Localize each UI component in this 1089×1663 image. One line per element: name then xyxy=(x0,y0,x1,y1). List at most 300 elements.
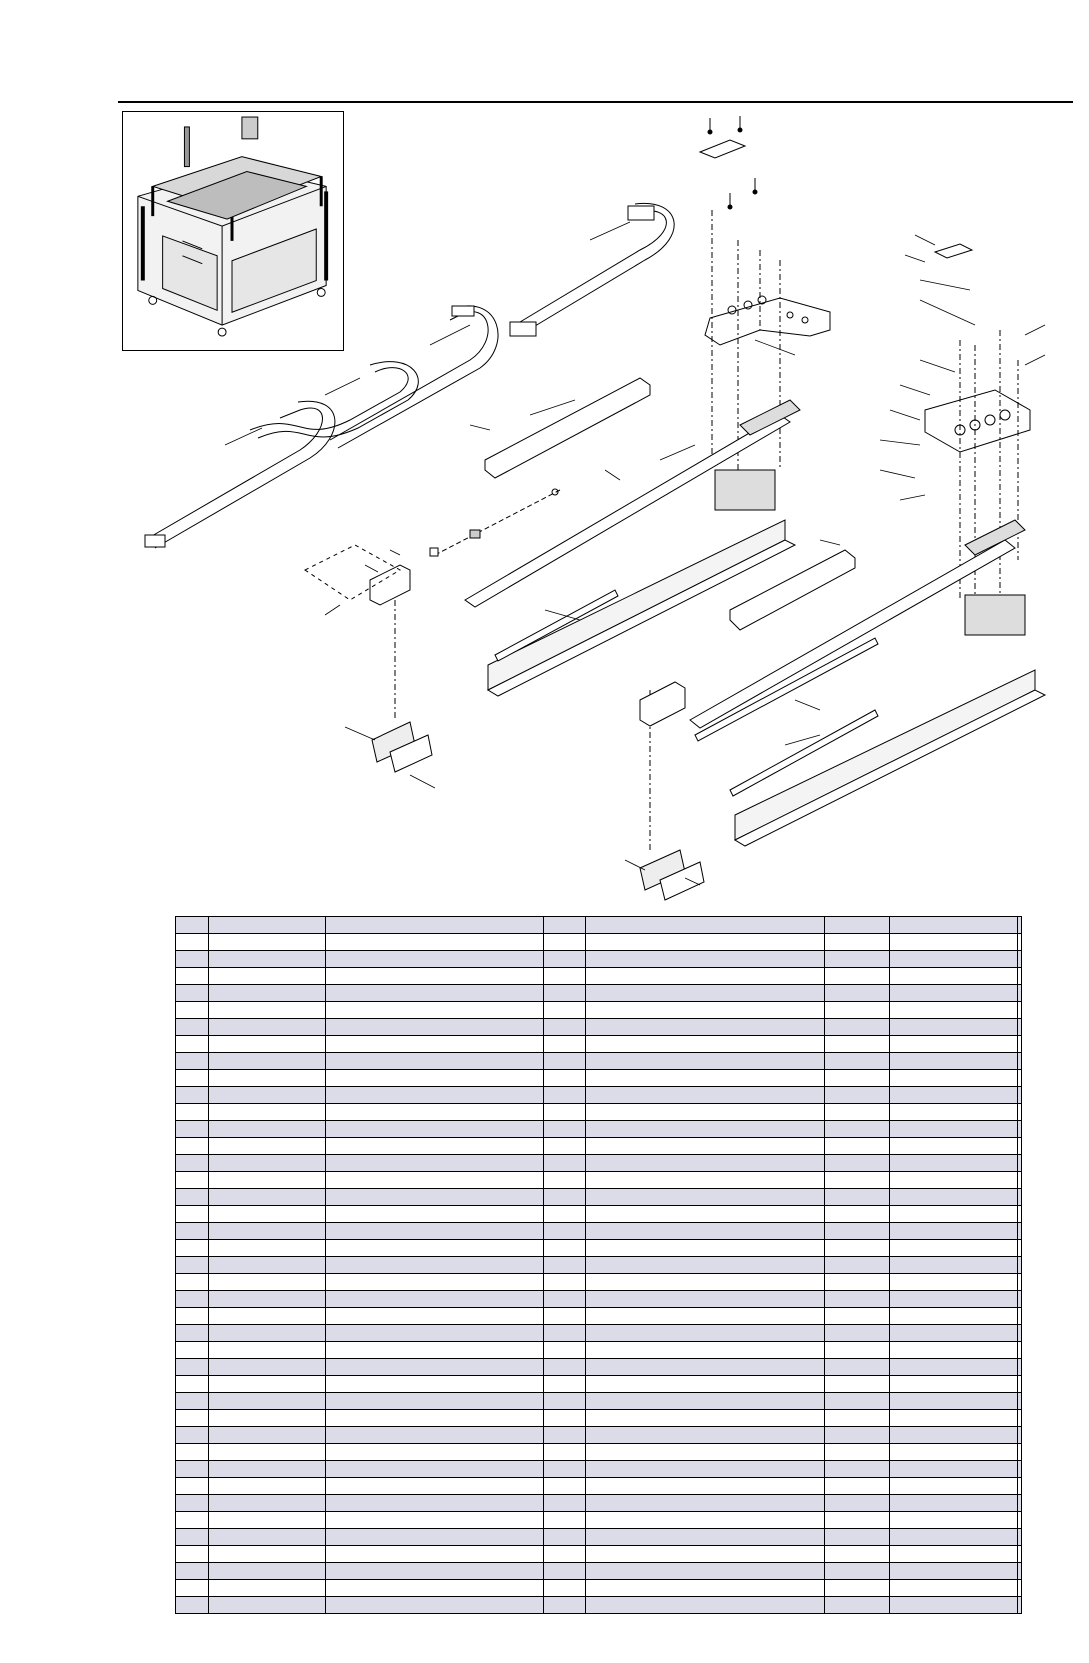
table-cell xyxy=(825,1410,890,1427)
shaft-parts xyxy=(430,489,560,556)
table-cell xyxy=(1018,1563,1022,1580)
table-cell xyxy=(326,1529,544,1546)
table-cell xyxy=(825,917,890,934)
table-row xyxy=(176,1121,1022,1138)
table-cell xyxy=(825,1597,890,1614)
table-cell xyxy=(890,1478,1018,1495)
table-cell xyxy=(1018,1308,1022,1325)
table-cell xyxy=(209,1274,326,1291)
table-cell xyxy=(176,1512,209,1529)
table-cell xyxy=(209,1291,326,1308)
table-cell xyxy=(890,1563,1018,1580)
table-cell xyxy=(209,1002,326,1019)
table-cell xyxy=(825,1427,890,1444)
table-cell xyxy=(890,951,1018,968)
table-cell xyxy=(890,1393,1018,1410)
table-cell xyxy=(176,1240,209,1257)
table-cell xyxy=(1018,1053,1022,1070)
table-cell xyxy=(890,1291,1018,1308)
table-row xyxy=(176,1155,1022,1172)
table-cell xyxy=(1018,1036,1022,1053)
table-cell xyxy=(544,1410,586,1427)
table-cell xyxy=(1018,951,1022,968)
table-row xyxy=(176,1376,1022,1393)
table-cell xyxy=(326,1580,544,1597)
bracket-plate-top xyxy=(700,140,830,345)
table-cell xyxy=(890,1036,1018,1053)
table-row xyxy=(176,1172,1022,1189)
table-cell xyxy=(544,985,586,1002)
table-cell xyxy=(209,1070,326,1087)
table-cell xyxy=(209,1155,326,1172)
table-row xyxy=(176,1444,1022,1461)
table-cell xyxy=(209,1172,326,1189)
table-cell xyxy=(326,1172,544,1189)
table-cell xyxy=(544,1070,586,1087)
table-cell xyxy=(586,1529,825,1546)
table-cell xyxy=(176,1019,209,1036)
table-cell xyxy=(586,1223,825,1240)
table-cell xyxy=(890,1461,1018,1478)
table-row xyxy=(176,1410,1022,1427)
table-cell xyxy=(586,1563,825,1580)
table-cell xyxy=(825,1070,890,1087)
table-cell xyxy=(1018,1240,1022,1257)
table-row xyxy=(176,1546,1022,1563)
table-cell xyxy=(544,1512,586,1529)
table-cell xyxy=(586,1155,825,1172)
table-cell xyxy=(586,1461,825,1478)
table-cell xyxy=(825,1478,890,1495)
table-cell xyxy=(890,1495,1018,1512)
table-cell xyxy=(1018,1223,1022,1240)
table-cell xyxy=(326,1223,544,1240)
table-cell xyxy=(890,1104,1018,1121)
table-row xyxy=(176,1597,1022,1614)
table-cell xyxy=(209,1461,326,1478)
table-cell xyxy=(326,1019,544,1036)
table-cell xyxy=(1018,1580,1022,1597)
table-cell xyxy=(825,1376,890,1393)
table-cell xyxy=(544,951,586,968)
table-cell xyxy=(890,1359,1018,1376)
table-cell xyxy=(209,985,326,1002)
flat-cable-3 xyxy=(330,306,498,448)
table-cell xyxy=(326,1546,544,1563)
table-row xyxy=(176,1478,1022,1495)
table-cell xyxy=(890,1308,1018,1325)
table-row xyxy=(176,1257,1022,1274)
table-cell xyxy=(825,1461,890,1478)
table-cell xyxy=(890,1138,1018,1155)
table-cell xyxy=(176,1053,209,1070)
table-cell xyxy=(890,1019,1018,1036)
table-cell xyxy=(586,1189,825,1206)
table-cell xyxy=(890,1427,1018,1444)
table-row xyxy=(176,1359,1022,1376)
table-cell xyxy=(825,1053,890,1070)
table-row xyxy=(176,1223,1022,1240)
table-cell xyxy=(176,968,209,985)
table-row xyxy=(176,985,1022,1002)
table-cell xyxy=(176,1121,209,1138)
table-cell xyxy=(176,1597,209,1614)
table-cell xyxy=(544,1563,586,1580)
table-cell xyxy=(825,1002,890,1019)
table-cell xyxy=(544,1342,586,1359)
table-cell xyxy=(326,1597,544,1614)
table-cell xyxy=(544,934,586,951)
table-cell xyxy=(326,1138,544,1155)
table-cell xyxy=(176,1308,209,1325)
table-row xyxy=(176,1138,1022,1155)
table-cell xyxy=(176,1206,209,1223)
table-cell xyxy=(586,1240,825,1257)
table-cell xyxy=(1018,1478,1022,1495)
table-cell xyxy=(176,1325,209,1342)
table-cell xyxy=(326,1376,544,1393)
table-cell xyxy=(326,1478,544,1495)
table-row xyxy=(176,1563,1022,1580)
table-cell xyxy=(544,1274,586,1291)
table-row xyxy=(176,1070,1022,1087)
table-cell xyxy=(176,1359,209,1376)
table-cell xyxy=(890,1580,1018,1597)
table-cell xyxy=(890,1512,1018,1529)
table-cell xyxy=(209,1359,326,1376)
table-cell xyxy=(326,1495,544,1512)
parts-list-table xyxy=(175,916,1022,1614)
table-cell xyxy=(586,917,825,934)
table-cell xyxy=(1018,1002,1022,1019)
table-cell xyxy=(1018,1104,1022,1121)
table-cell xyxy=(176,1002,209,1019)
table-cell xyxy=(890,1172,1018,1189)
table-cell xyxy=(890,1223,1018,1240)
table-cell xyxy=(176,1155,209,1172)
table-cell xyxy=(890,1342,1018,1359)
table-cell xyxy=(544,1461,586,1478)
table-cell xyxy=(209,1427,326,1444)
table-cell xyxy=(176,1563,209,1580)
table-cell xyxy=(825,1240,890,1257)
table-cell xyxy=(544,1393,586,1410)
table-cell xyxy=(586,1580,825,1597)
table-cell xyxy=(1018,1121,1022,1138)
table-cell xyxy=(176,1274,209,1291)
table-cell xyxy=(586,1019,825,1036)
table-cell xyxy=(586,1393,825,1410)
table-row xyxy=(176,1189,1022,1206)
table-cell xyxy=(544,1138,586,1155)
table-cell xyxy=(326,1308,544,1325)
table-cell xyxy=(586,1597,825,1614)
table-cell xyxy=(209,1580,326,1597)
table-cell xyxy=(209,1563,326,1580)
table-cell xyxy=(890,1274,1018,1291)
table-cell xyxy=(176,1546,209,1563)
table-cell xyxy=(825,1189,890,1206)
table-cell xyxy=(326,1512,544,1529)
table-cell xyxy=(825,951,890,968)
table-cell xyxy=(326,1393,544,1410)
table-cell xyxy=(825,1580,890,1597)
table-cell xyxy=(209,1104,326,1121)
table-cell xyxy=(544,917,586,934)
table-cell xyxy=(890,1257,1018,1274)
table-cell xyxy=(825,1172,890,1189)
table-cell xyxy=(890,1325,1018,1342)
table-cell xyxy=(209,1478,326,1495)
table-cell xyxy=(1018,1597,1022,1614)
table-cell xyxy=(326,1155,544,1172)
table-cell xyxy=(1018,1512,1022,1529)
leader-lines xyxy=(225,222,1045,885)
table-cell xyxy=(586,1546,825,1563)
table-cell xyxy=(586,951,825,968)
table-cell xyxy=(176,951,209,968)
table-row xyxy=(176,1104,1022,1121)
table-cell xyxy=(825,1206,890,1223)
table-cell xyxy=(1018,1070,1022,1087)
table-cell xyxy=(544,1359,586,1376)
table-row xyxy=(176,1053,1022,1070)
table-cell xyxy=(1018,1461,1022,1478)
table-cell xyxy=(890,1155,1018,1172)
table-row xyxy=(176,1291,1022,1308)
table-cell xyxy=(825,934,890,951)
table-cell xyxy=(544,1478,586,1495)
table-cell xyxy=(1018,1325,1022,1342)
table-cell xyxy=(544,1121,586,1138)
table-row xyxy=(176,1393,1022,1410)
table-cell xyxy=(586,1053,825,1070)
end-block-center xyxy=(640,850,704,900)
table-cell xyxy=(326,1189,544,1206)
table-row xyxy=(176,951,1022,968)
table-cell xyxy=(326,968,544,985)
table-cell xyxy=(890,1410,1018,1427)
table-cell xyxy=(1018,934,1022,951)
table-cell xyxy=(544,1172,586,1189)
table-row xyxy=(176,1325,1022,1342)
table-cell xyxy=(326,1070,544,1087)
table-cell xyxy=(176,1104,209,1121)
table-cell xyxy=(586,1002,825,1019)
table-cell xyxy=(209,1495,326,1512)
table-cell xyxy=(326,1104,544,1121)
table-cell xyxy=(209,1138,326,1155)
table-cell xyxy=(825,1308,890,1325)
table-cell xyxy=(209,951,326,968)
table-cell xyxy=(326,1053,544,1070)
table-cell xyxy=(586,1444,825,1461)
table-cell xyxy=(586,1257,825,1274)
bracket-plate-right xyxy=(925,244,1030,452)
cover-plate-1 xyxy=(485,378,650,478)
table-cell xyxy=(176,1410,209,1427)
table-cell xyxy=(176,1529,209,1546)
table-row xyxy=(176,1342,1022,1359)
table-cell xyxy=(326,1427,544,1444)
table-cell xyxy=(209,1325,326,1342)
table-cell xyxy=(586,1359,825,1376)
table-cell xyxy=(176,1444,209,1461)
table-cell xyxy=(586,1325,825,1342)
table-cell xyxy=(209,1036,326,1053)
table-cell xyxy=(586,1104,825,1121)
table-cell xyxy=(890,1087,1018,1104)
table-cell xyxy=(176,1036,209,1053)
table-cell xyxy=(176,1478,209,1495)
table-cell xyxy=(209,1529,326,1546)
table-cell xyxy=(825,1325,890,1342)
table-cell xyxy=(544,1597,586,1614)
table-cell xyxy=(544,1529,586,1546)
table-row xyxy=(176,1206,1022,1223)
table-cell xyxy=(176,1291,209,1308)
screws-top xyxy=(708,116,757,209)
table-cell xyxy=(890,1002,1018,1019)
table-cell xyxy=(890,1546,1018,1563)
table-cell xyxy=(890,1053,1018,1070)
table-cell xyxy=(326,1359,544,1376)
table-cell xyxy=(586,1087,825,1104)
table-cell xyxy=(586,1478,825,1495)
table-cell xyxy=(544,1206,586,1223)
table-row xyxy=(176,1274,1022,1291)
table-cell xyxy=(176,1495,209,1512)
table-cell xyxy=(326,1291,544,1308)
table-cell xyxy=(326,1461,544,1478)
table-cell xyxy=(209,1376,326,1393)
table-cell xyxy=(825,1036,890,1053)
end-block-left xyxy=(372,722,432,772)
table-cell xyxy=(209,1444,326,1461)
table-row xyxy=(176,1427,1022,1444)
table-cell xyxy=(209,968,326,985)
table-row xyxy=(176,968,1022,985)
flat-cable-2 xyxy=(250,362,418,438)
table-cell xyxy=(176,1087,209,1104)
table-cell xyxy=(890,968,1018,985)
table-cell xyxy=(544,1325,586,1342)
table-cell xyxy=(326,1257,544,1274)
table-cell xyxy=(544,1308,586,1325)
table-cell xyxy=(825,1546,890,1563)
table-cell xyxy=(209,1223,326,1240)
table-cell xyxy=(176,1138,209,1155)
table-cell xyxy=(825,1359,890,1376)
table-cell xyxy=(209,1512,326,1529)
table-cell xyxy=(586,1172,825,1189)
table-cell xyxy=(1018,1257,1022,1274)
table-cell xyxy=(1018,1393,1022,1410)
table-cell xyxy=(890,1597,1018,1614)
table-cell xyxy=(544,1495,586,1512)
table-cell xyxy=(209,1546,326,1563)
table-cell xyxy=(544,1240,586,1257)
table-cell xyxy=(326,1121,544,1138)
end-bracket-center xyxy=(640,682,685,726)
table-cell xyxy=(825,1155,890,1172)
table-cell xyxy=(825,1342,890,1359)
table-cell xyxy=(586,1291,825,1308)
table-cell xyxy=(544,1053,586,1070)
table-cell xyxy=(1018,1342,1022,1359)
table-cell xyxy=(1018,1495,1022,1512)
table-cell xyxy=(544,1546,586,1563)
table-cell xyxy=(176,1393,209,1410)
table-cell xyxy=(326,1206,544,1223)
table-cell xyxy=(326,1563,544,1580)
table-cell xyxy=(586,985,825,1002)
table-cell xyxy=(209,1053,326,1070)
table-cell xyxy=(1018,1087,1022,1104)
table-cell xyxy=(890,1376,1018,1393)
table-cell xyxy=(1018,985,1022,1002)
table-cell xyxy=(176,1427,209,1444)
table-cell xyxy=(1018,1189,1022,1206)
table-row xyxy=(176,934,1022,951)
table-cell xyxy=(825,1104,890,1121)
table-cell xyxy=(1018,1019,1022,1036)
table-cell xyxy=(544,1223,586,1240)
table-cell xyxy=(544,1257,586,1274)
table-cell xyxy=(1018,1155,1022,1172)
table-cell xyxy=(209,1189,326,1206)
flat-cable-1 xyxy=(145,401,335,548)
table-cell xyxy=(176,1172,209,1189)
table-cell xyxy=(890,1070,1018,1087)
table-cell xyxy=(209,1393,326,1410)
table-cell xyxy=(890,1121,1018,1138)
table-cell xyxy=(176,1580,209,1597)
table-cell xyxy=(1018,1376,1022,1393)
table-cell xyxy=(890,1444,1018,1461)
table-cell xyxy=(586,1070,825,1087)
table-cell xyxy=(586,1121,825,1138)
table-cell xyxy=(176,1461,209,1478)
table-cell xyxy=(326,1002,544,1019)
table-cell xyxy=(544,1036,586,1053)
table-cell xyxy=(209,1257,326,1274)
table-cell xyxy=(1018,968,1022,985)
table-cell xyxy=(544,1155,586,1172)
table-cell xyxy=(1018,917,1022,934)
table-cell xyxy=(825,1444,890,1461)
table-cell xyxy=(326,1325,544,1342)
table-cell xyxy=(326,1342,544,1359)
table-cell xyxy=(1018,1546,1022,1563)
table-cell xyxy=(544,1291,586,1308)
table-cell xyxy=(890,1529,1018,1546)
table-cell xyxy=(586,1376,825,1393)
table-row xyxy=(176,1495,1022,1512)
table-cell xyxy=(1018,1427,1022,1444)
table-row xyxy=(176,1529,1022,1546)
cable-chain-duct xyxy=(510,203,674,336)
table-cell xyxy=(544,1580,586,1597)
table-cell xyxy=(1018,1529,1022,1546)
table-cell xyxy=(586,1308,825,1325)
table-cell xyxy=(586,1036,825,1053)
table-cell xyxy=(1018,1410,1022,1427)
table-cell xyxy=(825,1138,890,1155)
table-cell xyxy=(825,1495,890,1512)
table-cell xyxy=(544,1104,586,1121)
table-cell xyxy=(1018,1138,1022,1155)
